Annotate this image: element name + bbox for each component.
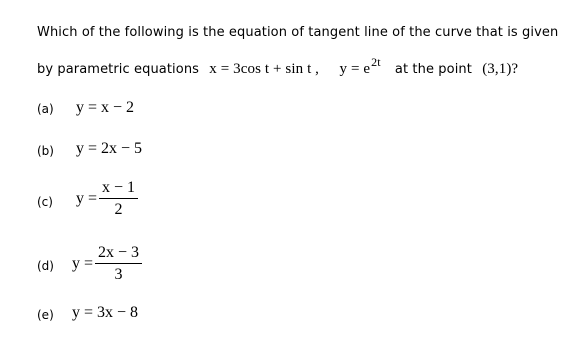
equation-y-exponent: 2t [371, 55, 381, 69]
option-d-fraction [95, 245, 142, 283]
option-c-label: (c) [37, 195, 53, 209]
option-e-label: (e) [37, 308, 54, 322]
option-d-denominator: 3 [114, 266, 123, 283]
option-c-numerator: x − 1 [102, 179, 136, 196]
question-line-1: Which of the following is the equation of tangent line of the curve that is given [37, 25, 559, 40]
equation-x: x = 3cos t + sin t , [209, 61, 320, 77]
option-c-lhs: y = [76, 190, 98, 207]
option-d-label: (d) [37, 259, 54, 273]
option-e-equation: y = 3x − 8 [72, 304, 139, 321]
option-d-lhs: y = [72, 255, 94, 272]
point-value: (3,1)? [482, 61, 519, 77]
option-a-label: (a) [37, 102, 54, 116]
option-c-equation [76, 180, 138, 218]
equation-y: $y = e^{2t}$ [339, 55, 381, 77]
at-point-text: at the point [394, 62, 472, 77]
parametric-intro-text: by parametric equations [37, 62, 200, 77]
option-a-equation: y = x − 2 [76, 99, 135, 116]
option-d-equation [72, 245, 142, 283]
option-b-label: (b) [37, 144, 54, 158]
option-b-equation: y = 2x − 5 [76, 140, 143, 157]
option-d-numerator: 2x − 3 [98, 244, 140, 261]
option-c-denominator: 2 [114, 201, 123, 218]
option-c-fraction [99, 180, 138, 218]
question-line-2 [37, 55, 519, 78]
